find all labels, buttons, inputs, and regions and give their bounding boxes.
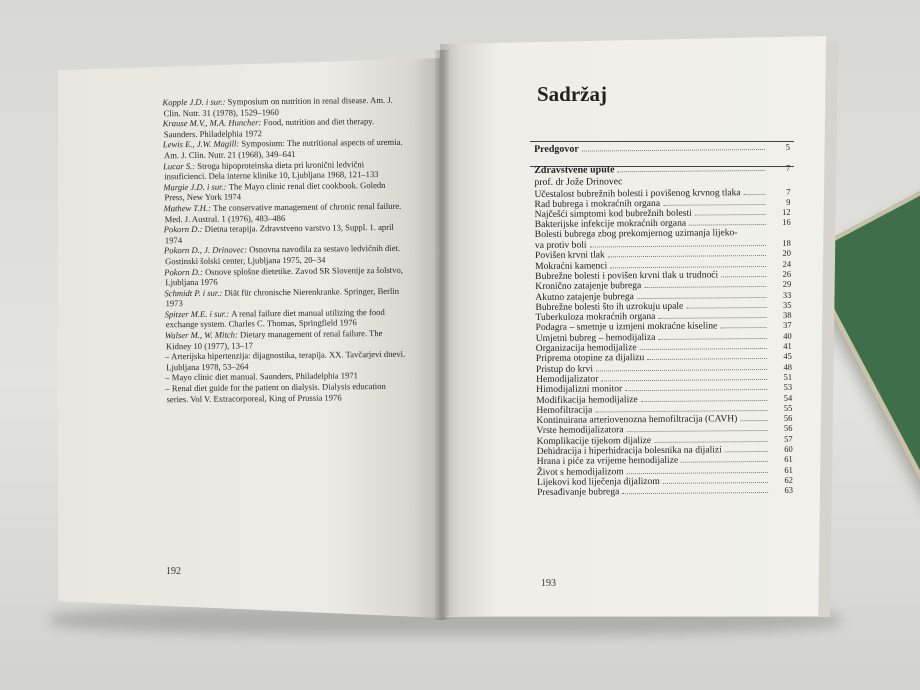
reference-author: Margie J.D. i sur.: (163, 181, 229, 193)
toc-entry-page: 35 (782, 299, 792, 310)
reference-entry (165, 264, 405, 288)
reference-author: Schmidt P. i sur.: (164, 287, 225, 298)
toc-entry-label: Mokraćni kamenci (535, 260, 608, 272)
toc-entry-label: Učestalost bubrežnih bolesti i povišenog krvnog tlaka (534, 186, 741, 200)
toc-entry-page: 20 (782, 248, 792, 259)
toc-entry-label: Najčešći simptomi kod bubrežnih bolesti (534, 207, 692, 221)
toc-leader-dots (686, 307, 766, 309)
toc-entry-page: 38 (782, 309, 792, 320)
toc-leader-dots (658, 317, 766, 319)
toc-entry-label: Podagra – smetnje u izmjeni mokraćne kiseline (535, 320, 718, 334)
toc-leader-dots (595, 410, 767, 413)
toc-entry-page: 33 (782, 289, 792, 300)
reference-author: Krause M.V., M.A. Huncher: (162, 117, 264, 129)
reference-entry (164, 137, 404, 161)
reference-author: Pokorn D.: (164, 266, 206, 277)
reference-text: Food, nutrition and diet therapy. Saunders. Philadelphia 1972 (163, 116, 375, 140)
toc-entry-page: 54 (783, 392, 793, 403)
toc-entry-page: 37 (783, 320, 792, 331)
page-number-right: 193 (541, 578, 556, 589)
toc-entry-page: 18 (782, 237, 791, 248)
toc-entry-label: Zdravstvene upute (534, 164, 615, 177)
toc-author-line: prof. dr Jože Drinovec (534, 175, 623, 188)
toc-leader-dots (663, 482, 768, 484)
reference-text: Osnovna navodila za sestavo ledvičnih diet. Gostinski šolski center, Ljubljana 1975, 20–34 (165, 243, 401, 267)
toc-entry-page: 5 (785, 141, 791, 152)
toc-leader-dots (601, 379, 767, 381)
reference-entry (164, 179, 404, 203)
reference-text: The conservative management of chronic renal failure. Med. J. Austral. 1 (1976), 483–486 (164, 200, 402, 224)
toc-entry-page: 61 (784, 454, 793, 465)
toc-entry-page: 24 (782, 258, 792, 269)
reference-author: Spitzer M.E. i sur.: (164, 308, 232, 320)
reference-text: Osnove splošne dietetike. Zavod SR Slovenije za šolstvo, Ljubljana 1976 (165, 264, 403, 288)
toc-entry-page: 53 (783, 381, 793, 393)
reference-entry (166, 381, 406, 405)
reference-author: Lucar S.: (163, 160, 198, 171)
toc-entry-page: 56 (783, 423, 793, 434)
contents-title: Sadržaj (537, 82, 607, 106)
toc-entry-label: Bubrežne bolesti što ih uzrokuju upale (535, 300, 684, 313)
toc-entry-page: 51 (783, 371, 793, 382)
reference-entry (165, 201, 405, 225)
toc-entry-label: Hemodijalizator (536, 373, 599, 385)
toc-entry-page: 41 (783, 340, 792, 351)
toc-leader-dots (695, 214, 766, 216)
toc-leader-dots (663, 204, 765, 206)
toc-entry (534, 142, 790, 155)
reference-entry (164, 158, 404, 182)
toc-leader-dots (720, 327, 766, 328)
bibliography-list (163, 95, 406, 405)
toc-leader-dots (725, 451, 768, 452)
toc-entry-page: 56 (783, 412, 793, 423)
toc-entry-page: 57 (784, 433, 793, 444)
reference-text: Dietary management of renal failure. The Kidney 10 (1977), 13–17 (165, 328, 383, 351)
toc-leader-dots (627, 430, 768, 432)
toc-entry-label: Život s hemodijalizom (536, 465, 624, 478)
toc-entry-label: Kronično zatajenje bubrega (535, 280, 642, 293)
toc-entry-label: Hemofiltracija (536, 404, 593, 416)
reference-text: Symposium on nutrition in renal disease. Am. J. Clin. Nutr. 31 (1978), 1529–1960 (163, 94, 393, 118)
toc-leader-dots (610, 266, 766, 268)
toc-leader-dots (689, 224, 766, 226)
reference-entry (165, 222, 405, 246)
toc-entry-label: Predgovor (534, 143, 579, 155)
toc-leader-dots (647, 358, 767, 360)
toc-entry-page: 7 (786, 186, 791, 197)
toc-entry-label: Lijekovi kod liječenja dijalizom (536, 475, 660, 488)
toc-entry-label: Komplikacije tijekom dijalize (536, 434, 652, 447)
reference-text: – Arterijska hipertenzija: dijagnostika, terapija. XX. Tavčarjevi dnevi. Ljubljana 1978, 53–264 (165, 348, 406, 373)
reference-author: Kopple J.D. i sur.: (162, 96, 228, 108)
reference-entry (166, 349, 406, 373)
reference-author: Pokorn D.: (163, 223, 205, 235)
toc-leader-dots (641, 400, 768, 402)
toc-leader-dots (721, 276, 766, 277)
toc-leader-dots (608, 255, 766, 257)
toc-entry-page: 48 (783, 361, 792, 372)
table-of-contents (534, 142, 793, 498)
toc-entry-page: 61 (784, 464, 793, 475)
reference-text: The Mayo clinic renal diet cookbook. Goledn Press, New York 1974 (164, 179, 386, 203)
reference-text: A renal failure diet manual utilizing the food exchange system. Charles C. Thomas, Springfield 1976 (165, 306, 385, 330)
toc-entry-label: Vrste hemodijalizatora (536, 424, 624, 437)
toc-leader-dots (590, 245, 766, 248)
toc-leader-dots (637, 297, 766, 299)
reference-entry (165, 285, 405, 309)
toc-entry-page: 9 (786, 196, 791, 207)
reference-author: Walser M., W. Mitch: (164, 329, 240, 341)
toc-entry-page: 45 (783, 351, 792, 362)
toc-leader-dots (740, 420, 767, 421)
toc-entry-page: 62 (784, 474, 793, 485)
toc-entry-label: Akutno zatajenje bubrega (535, 290, 634, 303)
reference-author: Mathew T.H.: (163, 202, 214, 214)
toc-entry-label: Presađivanje bubrega (536, 486, 620, 499)
toc-leader-dots (644, 286, 766, 288)
toc-entry-page: 7 (785, 163, 791, 174)
toc-leader-dots (658, 338, 766, 340)
reference-entry (165, 243, 405, 267)
toc-entry-page: 26 (782, 268, 792, 279)
toc-entry-label: Bubrežne bolesti i povišen krvni tlak u trudnoći (535, 269, 719, 282)
toc-entry-label: Dehidracija i hiperhidracija bolesnika na dijalizi (536, 444, 722, 458)
reference-text: Symposium: The nutritional aspects of uremia. Am. J. Clin. Nutr. 21 (1968), 349–641 (163, 137, 403, 161)
toc-entry-label: Povišen krvni tlak (534, 249, 605, 262)
toc-entry-label: Organizacija hemodijalize (535, 342, 637, 355)
toc-entry-label: Tuberkuloza mokraćnih organa (535, 311, 656, 324)
reference-author: Pokorn D., J. Drinovec: (163, 244, 250, 256)
toc-leader-dots (640, 348, 767, 350)
toc-leader-dots (625, 389, 767, 391)
toc-entry-label: va protiv boli (534, 239, 587, 252)
toc-entry-label: Umjetni bubreg – hemodijaliza (535, 331, 656, 344)
toc-leader-dots (681, 461, 768, 463)
toc-entry-page: 29 (782, 279, 792, 290)
reference-entry (166, 328, 406, 352)
toc-entry-label: Bakterijske infekcije mokraćnih organa (534, 218, 687, 231)
toc-entry-label: Modifikacija hemodijalize (536, 393, 638, 406)
reference-entry (163, 95, 403, 119)
toc-entry-page: 63 (784, 484, 794, 496)
toc-leader-dots (596, 369, 767, 371)
reference-text: Dietna terapija. Zdravstveno varstvo 13, Suppl. 1. april 1974 (164, 221, 394, 245)
toc-entry-page: 40 (783, 330, 792, 341)
toc-entry-page: 55 (783, 402, 793, 413)
reference-text: Stroga hipoproteinska dieta pri kroničnì ledvični insuficienci. Dela interne klinike 10, Ljubljana 1968, 121–133 (164, 158, 379, 182)
toc-entry-label: Rad bubrega i mokraćnih organa (534, 197, 661, 210)
reference-text: – Mayo clinic diet manual. Saunders, Philadelphia 1971 (165, 370, 358, 383)
reference-entry (166, 307, 406, 331)
toc-entry-label: Kontinuirana arteriovenozna hemofiltracija (CAVH) (536, 413, 738, 427)
toc-leader-dots (744, 194, 766, 195)
reference-text: Diät für chronische Nierenkranke. Springer, Berlin 1973 (165, 285, 400, 309)
toc-leader-dots (582, 149, 765, 152)
toc-leader-dots (618, 170, 766, 172)
reference-entry (164, 116, 404, 140)
toc-entry-page: 16 (782, 217, 791, 228)
toc-entry-label: Priprema otopine za dijalizu (535, 352, 645, 365)
toc-leader-dots (627, 472, 768, 474)
page-number-left: 192 (166, 566, 181, 577)
toc-entry-label: Bolesti bubrega zbog prekomjernog uzimanja lijeko- (534, 227, 738, 240)
toc-entry-page: 12 (782, 206, 791, 218)
toc-leader-dots (654, 441, 767, 443)
toc-entry-page: 60 (784, 443, 793, 454)
toc-leader-dots (622, 492, 768, 494)
toc-entry-label: Himodijalizni monitor (536, 383, 623, 396)
toc-entry-label: Hrana i piće za vrijeme hemodijalize (536, 455, 679, 468)
reference-author: Lewis E., J.W. Magill: (162, 138, 242, 150)
toc-entry-label: Pristup do krvi (535, 363, 594, 375)
book-gutter (435, 50, 449, 620)
reference-text: – Renal diet guide for the patient on dialysis. Dialysis education series. Vol V. Extracorporeal, King of Prussia 1976 (165, 380, 386, 404)
